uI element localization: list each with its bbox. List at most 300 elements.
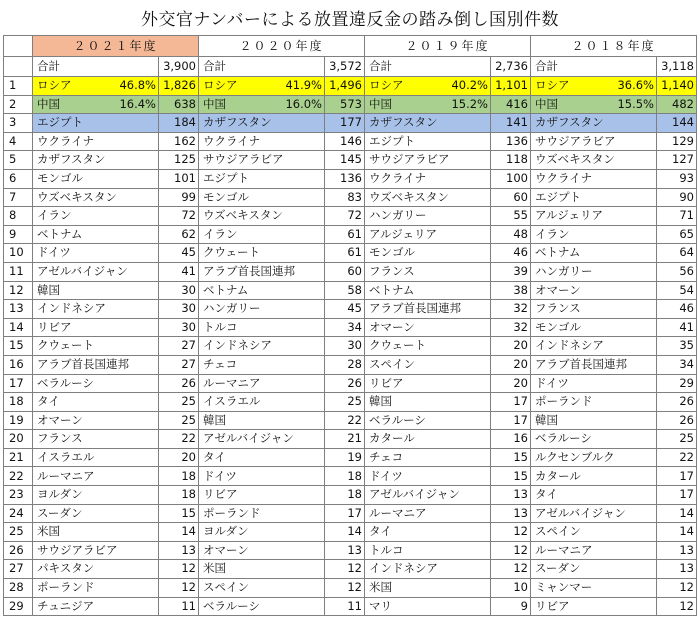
violation-count: 54 (657, 282, 697, 301)
violation-count: 18 (159, 486, 199, 505)
country-cell (365, 486, 491, 505)
country-name: タイ (37, 394, 60, 409)
country-name: 中国 (203, 96, 226, 111)
violation-count: 10 (491, 579, 531, 598)
country-name: アゼルバイジャン (369, 487, 460, 502)
country-name: エジプト (203, 171, 249, 186)
country-cell (199, 412, 325, 431)
country-name: ミャンマー (535, 580, 593, 595)
country-cell (33, 449, 159, 468)
country-name: リビア (203, 487, 238, 502)
violation-count: 17 (491, 412, 531, 431)
violation-count: 20 (491, 375, 531, 394)
violation-count: 12 (325, 579, 365, 598)
country-name: ベトナム (37, 226, 83, 241)
country-cell (33, 430, 159, 449)
violation-count: 416 (491, 96, 531, 115)
year-header: ２０１９年度 (365, 36, 531, 57)
country-name: タイ (535, 487, 558, 502)
country-cell (33, 133, 159, 152)
violation-count: 45 (159, 244, 199, 263)
rank-number: 11 (4, 263, 33, 282)
country-name: サウジアラビア (203, 152, 284, 167)
violation-count: 162 (159, 133, 199, 152)
violation-count: 30 (159, 282, 199, 301)
country-cell (365, 356, 491, 375)
country-name: ドイツ (369, 468, 403, 483)
violation-count: 34 (325, 319, 365, 338)
country-cell (33, 393, 159, 412)
violation-count: 14 (325, 523, 365, 542)
country-name: カタール (535, 468, 581, 483)
country-cell (531, 300, 657, 319)
violation-count: 48 (491, 226, 531, 245)
rank-number: 20 (4, 430, 33, 449)
rank-number: 8 (4, 207, 33, 226)
country-name: チュニジア (37, 598, 95, 613)
country-name: イスラエル (203, 394, 261, 409)
share-percent: 36.6% (617, 78, 654, 93)
country-cell (531, 263, 657, 282)
country-cell (365, 375, 491, 394)
rank-number: 14 (4, 319, 33, 338)
country-name: インドネシア (369, 561, 438, 576)
violation-count: 13 (491, 486, 531, 505)
country-cell (531, 505, 657, 524)
country-cell (33, 226, 159, 245)
country-name: カタール (369, 431, 415, 446)
violation-count: 26 (325, 375, 365, 394)
violation-count: 12 (657, 579, 697, 598)
country-name: ベラルーシ (369, 412, 426, 427)
violation-count: 58 (325, 282, 365, 301)
country-name: インドネシア (37, 301, 106, 316)
country-name: ハンガリー (369, 208, 427, 223)
violation-count: 12 (657, 598, 697, 617)
total-value: 2,736 (491, 57, 531, 77)
violation-count: 17 (657, 486, 697, 505)
country-cell (199, 467, 325, 486)
country-cell (199, 337, 325, 356)
country-cell (531, 319, 657, 338)
country-cell (33, 598, 159, 617)
country-cell (531, 151, 657, 170)
rank-number: 27 (4, 560, 33, 579)
country-name: 中国 (535, 96, 558, 111)
country-cell (365, 300, 491, 319)
violation-count: 27 (159, 337, 199, 356)
country-name: オマーン (369, 319, 415, 334)
country-cell (531, 244, 657, 263)
share-percent: 16.0% (285, 96, 322, 111)
violation-count: 20 (491, 337, 531, 356)
country-name: スーダン (535, 561, 581, 576)
total-label: 合計 (531, 57, 657, 77)
country-name: チェコ (203, 356, 238, 371)
violation-count: 26 (657, 393, 697, 412)
violation-count: 11 (159, 598, 199, 617)
violation-count: 99 (159, 189, 199, 208)
country-name: マリ (369, 598, 392, 613)
violation-count: 141 (491, 114, 531, 133)
violation-count: 64 (657, 244, 697, 263)
rank-number: 24 (4, 505, 33, 524)
country-cell (531, 542, 657, 561)
violation-count: 1,101 (491, 77, 531, 96)
total-label: 合計 (365, 57, 491, 77)
violation-count: 72 (325, 207, 365, 226)
country-name: ルーマニア (37, 468, 95, 483)
violation-count: 32 (491, 300, 531, 319)
country-cell (199, 244, 325, 263)
violation-count: 61 (325, 244, 365, 263)
violation-count: 30 (159, 300, 199, 319)
violation-count: 573 (325, 96, 365, 115)
country-name: アゼルバイジャン (203, 431, 294, 446)
violation-count: 61 (325, 226, 365, 245)
violation-count: 18 (325, 486, 365, 505)
violation-count: 90 (657, 189, 697, 208)
country-cell (531, 282, 657, 301)
country-cell (365, 467, 491, 486)
country-name: リビア (535, 598, 570, 613)
violation-count: 25 (159, 412, 199, 431)
country-cell (365, 133, 491, 152)
share-percent: 15.5% (617, 96, 654, 111)
country-name: ポーランド (535, 394, 593, 409)
violation-count: 30 (159, 319, 199, 338)
country-name: ウクライナ (203, 133, 261, 148)
country-cell (531, 170, 657, 189)
year-header: ２０２０年度 (199, 36, 365, 57)
country-cell (199, 393, 325, 412)
violation-count: 32 (491, 319, 531, 338)
country-name: ドイツ (535, 375, 569, 390)
year-header: ２０２１年度 (33, 36, 199, 57)
share-percent: 41.9% (285, 78, 322, 93)
country-cell (365, 430, 491, 449)
country-cell (531, 133, 657, 152)
country-name: ロシア (37, 78, 72, 93)
country-name: イラン (535, 226, 570, 241)
country-cell (365, 542, 491, 561)
violation-count: 65 (657, 226, 697, 245)
country-name: スペイン (369, 356, 415, 371)
violation-count: 11 (325, 598, 365, 617)
country-cell (199, 523, 325, 542)
country-name: アラブ首長国連邦 (203, 263, 295, 278)
country-cell (365, 282, 491, 301)
country-cell (33, 375, 159, 394)
country-cell (365, 96, 491, 115)
violation-count: 26 (159, 375, 199, 394)
violation-count: 1,140 (657, 77, 697, 96)
country-name: モンゴル (535, 319, 581, 334)
violation-count: 127 (657, 151, 697, 170)
country-name: エジプト (37, 115, 83, 130)
country-cell (33, 244, 159, 263)
violation-count: 13 (657, 560, 697, 579)
country-name: クウェート (203, 245, 261, 260)
violation-count: 41 (657, 319, 697, 338)
violation-count: 1,826 (159, 77, 199, 96)
country-cell (199, 449, 325, 468)
country-name: イスラエル (37, 449, 95, 464)
violation-count: 20 (159, 449, 199, 468)
country-name: 韓国 (535, 412, 558, 427)
country-cell (531, 560, 657, 579)
country-name: 韓国 (37, 282, 60, 297)
country-cell (531, 189, 657, 208)
violation-count: 12 (491, 523, 531, 542)
violation-count: 12 (491, 542, 531, 561)
rank-number: 13 (4, 300, 33, 319)
country-name: カザフスタン (37, 152, 106, 167)
country-cell (199, 505, 325, 524)
violation-count: 60 (325, 263, 365, 282)
country-name: クウェート (37, 338, 95, 353)
country-cell (33, 523, 159, 542)
country-cell (531, 598, 657, 617)
violation-count: 12 (491, 560, 531, 579)
country-cell (365, 244, 491, 263)
violation-count: 12 (159, 560, 199, 579)
country-name: 中国 (369, 96, 392, 111)
country-cell (199, 263, 325, 282)
violation-count: 146 (325, 133, 365, 152)
violation-count: 39 (491, 263, 531, 282)
violation-count: 17 (491, 393, 531, 412)
violation-count: 16 (491, 430, 531, 449)
country-cell (33, 412, 159, 431)
violation-count: 125 (159, 151, 199, 170)
country-name: イラン (37, 208, 72, 223)
country-name: ルーマニア (369, 505, 427, 520)
violation-count: 638 (159, 96, 199, 115)
violation-count: 145 (325, 151, 365, 170)
violation-count: 118 (491, 151, 531, 170)
violation-count: 129 (657, 133, 697, 152)
country-name: イラン (203, 226, 238, 241)
country-cell (33, 560, 159, 579)
country-cell (33, 542, 159, 561)
country-name: アルジェリア (535, 208, 604, 223)
country-cell (199, 375, 325, 394)
country-name: アゼルバイジャン (37, 263, 128, 278)
country-name: アルジェリア (369, 226, 438, 241)
violation-count: 83 (325, 189, 365, 208)
country-cell (33, 282, 159, 301)
violation-count: 100 (491, 170, 531, 189)
country-cell (199, 77, 325, 96)
violation-count: 12 (325, 560, 365, 579)
country-name: アラブ首長国連邦 (37, 356, 129, 371)
country-cell (199, 560, 325, 579)
violation-count: 13 (657, 542, 697, 561)
country-cell (531, 375, 657, 394)
country-cell (365, 207, 491, 226)
violation-count: 136 (491, 133, 531, 152)
violation-count: 184 (159, 114, 199, 133)
country-cell (33, 114, 159, 133)
violation-count: 34 (657, 356, 697, 375)
country-name: ウクライナ (535, 171, 593, 186)
violation-count: 22 (325, 412, 365, 431)
rank-number: 26 (4, 542, 33, 561)
country-cell (33, 467, 159, 486)
country-name: ウズベキスタン (369, 189, 449, 204)
year-header: ２０１８年度 (531, 36, 697, 57)
country-name: ウクライナ (37, 133, 95, 148)
violation-count: 46 (491, 244, 531, 263)
violation-count: 19 (325, 449, 365, 468)
country-name: アラブ首長国連邦 (535, 356, 627, 371)
country-name: オマーン (535, 282, 581, 297)
country-name: ドイツ (203, 468, 237, 483)
country-name: モンゴル (369, 245, 415, 260)
violation-count: 26 (657, 412, 697, 431)
country-name: クウェート (369, 338, 427, 353)
country-name: インドネシア (203, 338, 272, 353)
violation-count: 60 (491, 189, 531, 208)
country-cell (531, 579, 657, 598)
total-label: 合計 (33, 57, 159, 77)
country-name: ベラルーシ (535, 431, 592, 446)
rank-number: 17 (4, 375, 33, 394)
country-cell (33, 263, 159, 282)
country-name: ポーランド (37, 580, 95, 595)
violation-count: 62 (159, 226, 199, 245)
country-cell (531, 96, 657, 115)
violation-count: 20 (491, 356, 531, 375)
country-cell (199, 579, 325, 598)
violation-count: 14 (657, 505, 697, 524)
country-name: タイ (369, 524, 392, 539)
country-name: インドネシア (535, 338, 604, 353)
country-cell (33, 356, 159, 375)
country-name: ベラルーシ (37, 375, 94, 390)
violation-count: 30 (325, 337, 365, 356)
violation-count: 55 (491, 207, 531, 226)
country-name: サウジアラビア (37, 542, 118, 557)
country-name: ルーマニア (535, 542, 593, 557)
rank-number: 5 (4, 151, 33, 170)
share-percent: 40.2% (451, 78, 488, 93)
country-cell (365, 412, 491, 431)
violation-count: 136 (325, 170, 365, 189)
violation-count: 17 (657, 467, 697, 486)
country-name: スペイン (535, 524, 581, 539)
country-name: 米国 (37, 524, 60, 539)
country-name: ベトナム (369, 282, 415, 297)
violation-count: 9 (491, 598, 531, 617)
country-name: ドイツ (37, 245, 71, 260)
rank-number: 6 (4, 170, 33, 189)
country-name: ヨルダン (203, 524, 249, 539)
country-name: 中国 (37, 96, 60, 111)
total-value: 3,900 (159, 57, 199, 77)
rank-number: 16 (4, 356, 33, 375)
country-cell (365, 560, 491, 579)
violation-count: 72 (159, 207, 199, 226)
rank-number: 7 (4, 189, 33, 208)
country-cell (199, 207, 325, 226)
violation-count-table (3, 35, 697, 616)
country-cell (531, 77, 657, 96)
country-name: アラブ首長国連邦 (369, 301, 461, 316)
violation-count: 15 (491, 467, 531, 486)
country-name: エジプト (535, 189, 581, 204)
violation-count: 22 (159, 430, 199, 449)
violation-count: 15 (491, 449, 531, 468)
country-cell (365, 226, 491, 245)
country-name: ベトナム (203, 282, 249, 297)
violation-count: 18 (159, 467, 199, 486)
country-name: チェコ (369, 449, 404, 464)
country-name: ポーランド (203, 505, 261, 520)
violation-count: 13 (325, 542, 365, 561)
country-cell (33, 96, 159, 115)
country-cell (33, 579, 159, 598)
violation-count: 56 (657, 263, 697, 282)
country-cell (199, 282, 325, 301)
share-percent: 16.4% (119, 96, 156, 111)
country-cell (199, 542, 325, 561)
country-cell (199, 226, 325, 245)
violation-count: 38 (491, 282, 531, 301)
country-cell (531, 226, 657, 245)
country-name: ロシア (535, 78, 570, 93)
share-percent: 46.8% (119, 78, 156, 93)
violation-count: 144 (657, 114, 697, 133)
country-cell (365, 77, 491, 96)
country-cell (365, 114, 491, 133)
country-cell (199, 430, 325, 449)
country-name: トルコ (203, 319, 238, 334)
rank-number: 15 (4, 337, 33, 356)
violation-count: 17 (325, 505, 365, 524)
country-name: ベラルーシ (203, 598, 260, 613)
country-cell (531, 467, 657, 486)
country-cell (33, 189, 159, 208)
rank-number: 10 (4, 244, 33, 263)
country-name: ハンガリー (203, 301, 261, 316)
rank-number: 22 (4, 467, 33, 486)
rank-number: 23 (4, 486, 33, 505)
country-cell (365, 579, 491, 598)
country-cell (531, 114, 657, 133)
rank-number: 21 (4, 449, 33, 468)
country-cell (33, 486, 159, 505)
country-name: スペイン (203, 580, 249, 595)
country-cell (199, 598, 325, 617)
country-name: 米国 (203, 561, 226, 576)
country-cell (531, 430, 657, 449)
country-name: モンゴル (203, 189, 249, 204)
violation-count: 35 (657, 337, 697, 356)
country-cell (365, 337, 491, 356)
country-name: タイ (203, 449, 226, 464)
country-cell (531, 412, 657, 431)
rank-number: 12 (4, 282, 33, 301)
rank-number: 29 (4, 598, 33, 617)
violation-count: 71 (657, 207, 697, 226)
country-cell (33, 337, 159, 356)
country-name: ハンガリー (535, 263, 593, 278)
country-cell (365, 505, 491, 524)
country-cell (365, 263, 491, 282)
rank-number: 2 (4, 96, 33, 115)
